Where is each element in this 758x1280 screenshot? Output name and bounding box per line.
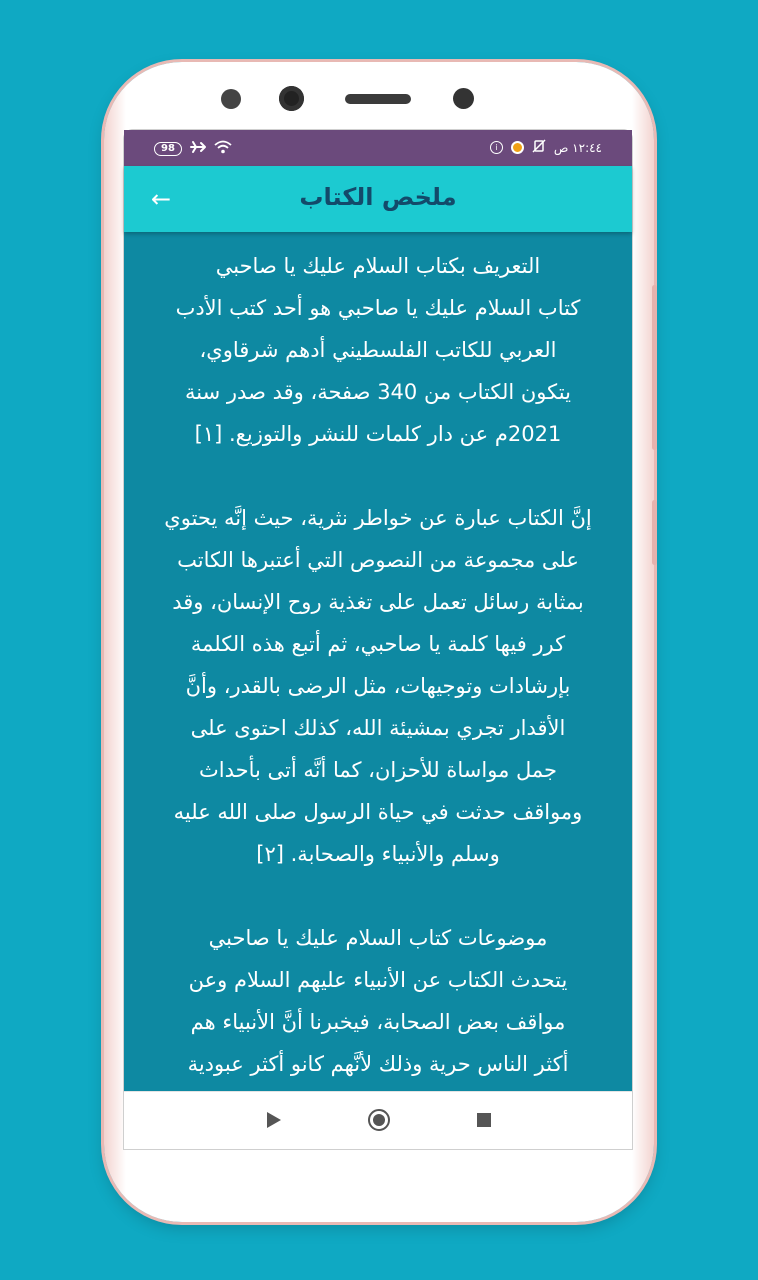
phone-screen: [123, 129, 633, 1150]
text-line: موضوعات كتاب السلام عليك يا صاحبي: [208, 926, 548, 950]
nav-home-icon[interactable]: [368, 1109, 390, 1131]
mute-icon: [532, 139, 546, 156]
front-camera-icon: [279, 86, 304, 111]
text-line: مواقف بعض الصحابة، فيخبرنا أنَّ الأنبياء هم: [190, 1010, 566, 1034]
earpiece-speaker: [345, 94, 411, 104]
text-line: أكثر الناس حرية وذلك لأنَّهم كانو أكثر عبودية: [187, 1052, 569, 1076]
navigation-bar: [124, 1091, 632, 1149]
battery-icon: 98: [154, 142, 182, 156]
proximity-sensor-icon: [453, 88, 474, 109]
summary-content[interactable]: [124, 232, 632, 1094]
nav-back-icon[interactable]: [267, 1112, 281, 1128]
text-line: العربي للكاتب الفلسطيني أدهم شرقاوي،: [199, 338, 557, 362]
text-line: وسلم والأنبياء والصحابة. [٢]: [256, 842, 500, 866]
status-bar: [124, 130, 632, 166]
text-line: يتكون الكتاب من 340 صفحة، وقد صدر سنة: [185, 380, 571, 404]
notification-dot-icon: [511, 141, 524, 154]
info-icon: i: [490, 141, 503, 154]
status-right-group: [490, 139, 602, 156]
text-line: على مجموعة من النصوص التي أعتبرها الكاتب: [177, 548, 579, 572]
paragraph-description: [124, 497, 632, 875]
back-arrow-icon[interactable]: ←: [150, 185, 172, 213]
text-line: كرر فيها كلمة يا صاحبي، ثم أتبع هذه الكلمة: [190, 632, 566, 656]
text-line: بمثابة رسائل تعمل على تغذية روح الإنسان، وقد: [172, 590, 584, 614]
text-line: إنَّ الكتاب عبارة عن خواطر نثرية، حيث إنَّه يحتوي: [164, 506, 592, 530]
paragraph-spacer: [124, 455, 632, 497]
text-line: يتحدث الكتاب عن الأنبياء عليهم السلام وعن: [188, 968, 568, 992]
power-button: [652, 500, 657, 565]
text-line: بإرشادات وتوجيهات، مثل الرضى بالقدر، وأنَّ: [185, 674, 571, 698]
text-line: جمل مواساة للأحزان، كما أنَّه أتى بأحداث: [198, 758, 558, 782]
sensor-icon: [221, 89, 241, 109]
text-line: 2021م عن دار كلمات للنشر والتوزيع. [١]: [194, 422, 562, 446]
airplane-icon: [190, 140, 206, 157]
app-bar: [124, 166, 632, 232]
text-line: ومواقف حدثت في حياة الرسول صلى الله عليه: [173, 800, 583, 824]
paragraph-spacer: [124, 875, 632, 917]
status-left-group: [154, 140, 232, 157]
text-line: كتاب السلام عليك يا صاحبي هو أحد كتب الأدب: [175, 296, 581, 320]
wifi-icon: [214, 140, 232, 157]
page-title: ملخص الكتاب: [299, 183, 457, 211]
volume-button: [652, 285, 657, 450]
text-line: الأقدار تجري بمشيئة الله، كذلك احتوى على: [190, 716, 566, 740]
text-line: التعريف بكتاب السلام عليك يا صاحبي: [215, 254, 541, 278]
clock: ١٢:٤٤ ص: [553, 140, 602, 155]
nav-recents-icon[interactable]: [477, 1113, 491, 1127]
paragraph-intro: [124, 232, 632, 455]
